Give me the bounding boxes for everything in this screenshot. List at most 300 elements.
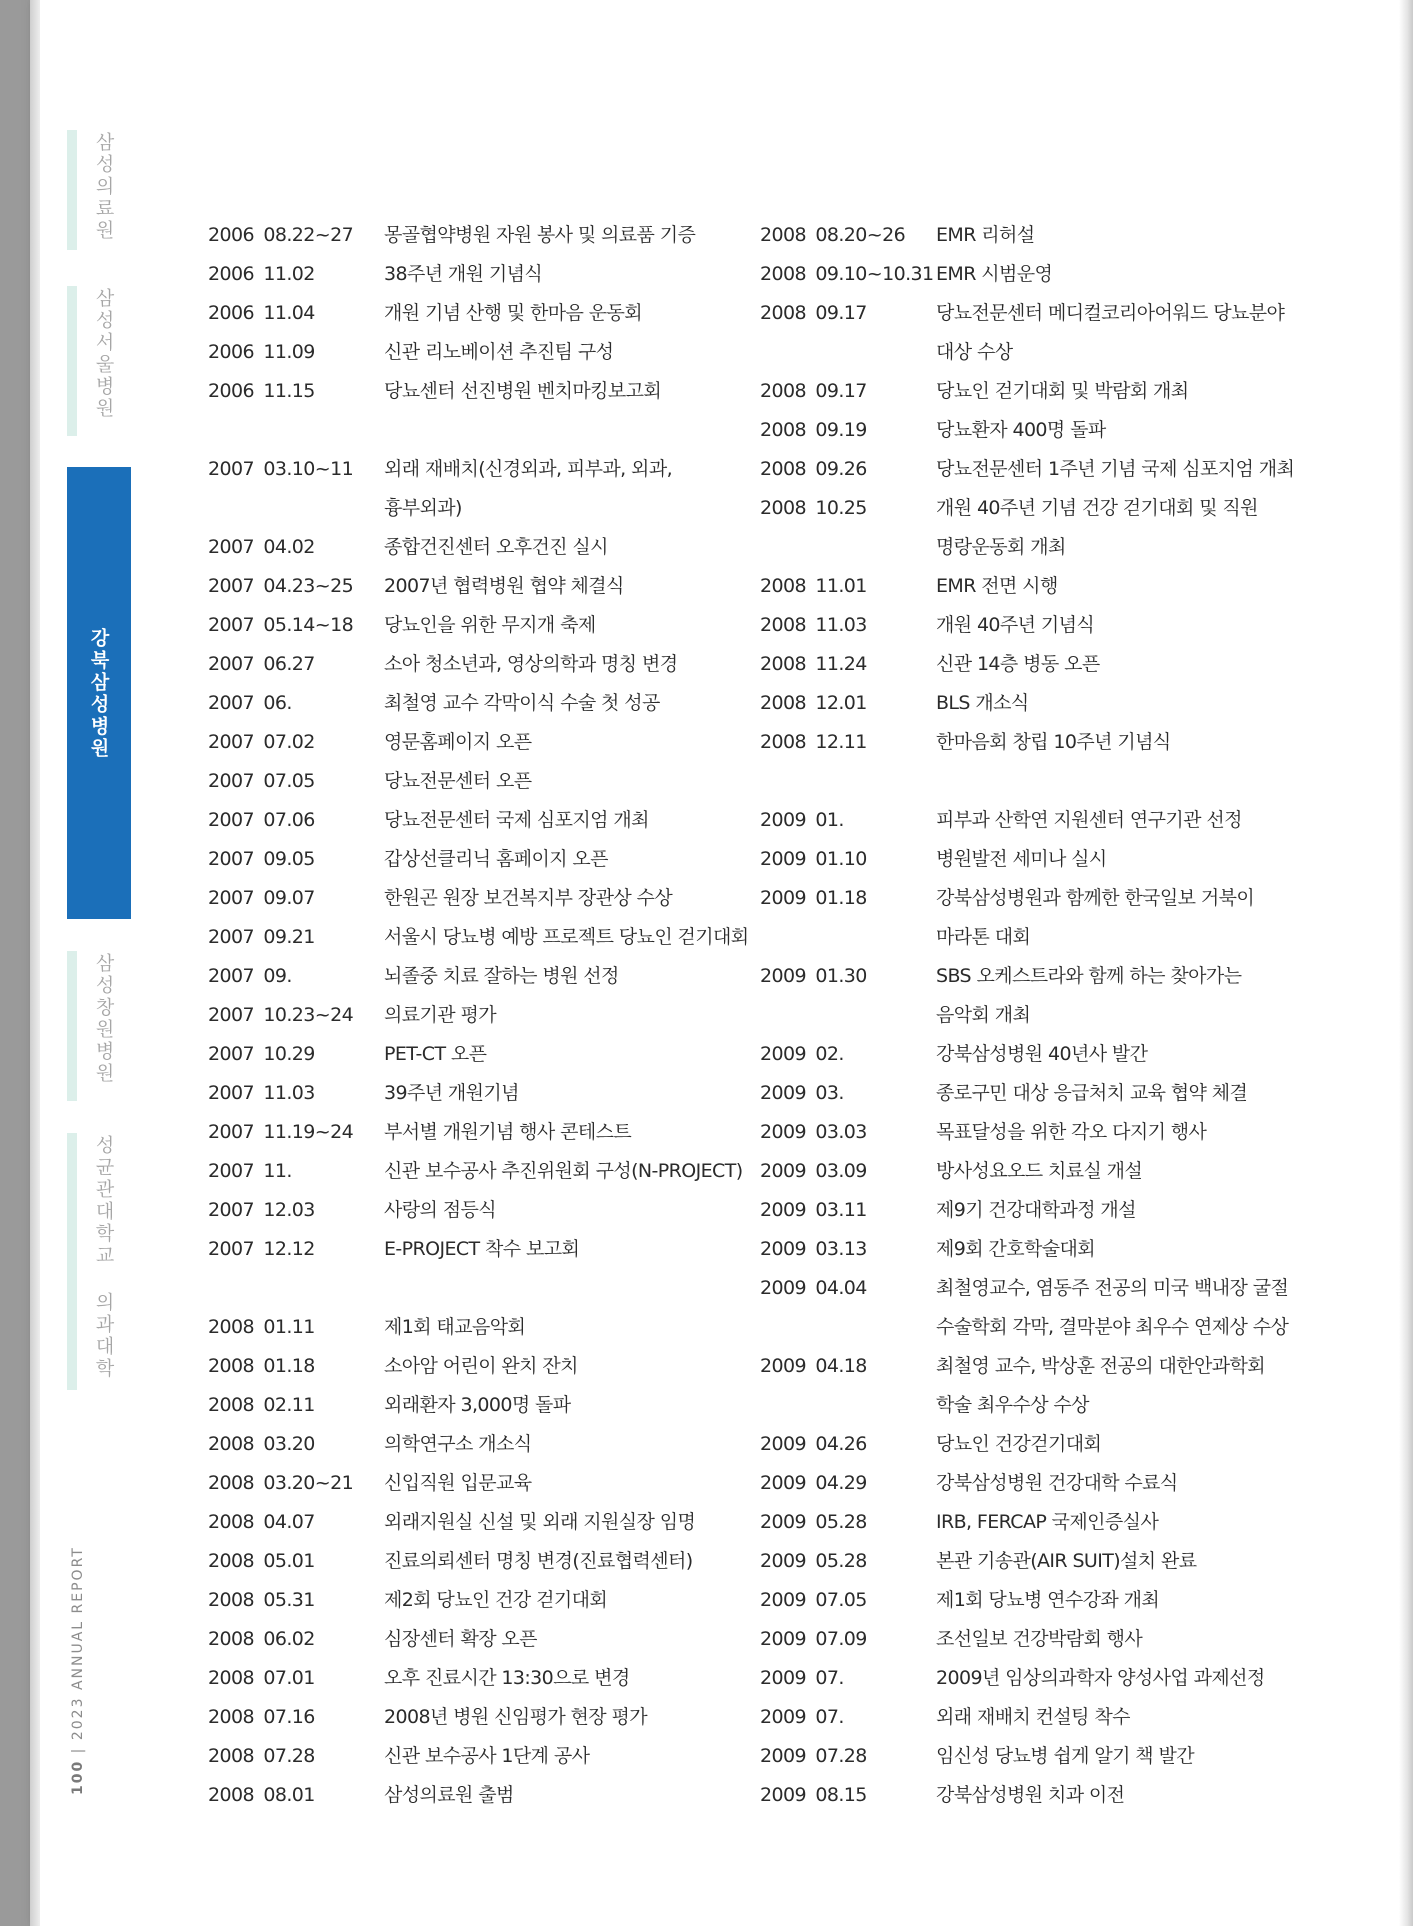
entry-description	[384, 1542, 748, 1581]
entry-date: 2007 10.29	[208, 1043, 315, 1065]
sidebar-tab-samsung-medical-center[interactable]	[67, 130, 131, 250]
entry-description	[936, 1503, 1360, 1542]
entry-description	[384, 645, 748, 684]
entry-description	[936, 684, 1360, 723]
entry-date: 2006 11.04	[208, 302, 315, 324]
entry-date: 2009 01.10	[760, 848, 867, 870]
sidebar-tab-label: 삼성서울병원	[92, 288, 115, 420]
entry-description-line: 당뇨전문센터 오픈	[384, 770, 532, 792]
entry-date: 2009 03.03	[760, 1121, 867, 1143]
entry-description	[936, 1737, 1360, 1776]
timeline-entry	[208, 1581, 748, 1620]
entry-date: 2007 07.06	[208, 809, 315, 831]
entry-description	[936, 801, 1360, 840]
entry-description-line: 강북삼성병원과 함께한 한국일보 거북이	[936, 887, 1255, 909]
entry-date: 2009 04.29	[760, 1472, 867, 1494]
entry-description-line: 당뇨인 걷기대회 및 박람회 개최	[936, 380, 1189, 402]
entry-description-line: 종합건진센터 오후건진 실시	[384, 536, 608, 558]
entry-description	[384, 1503, 748, 1542]
entry-description-line: 2007년 협력병원 협약 체결식	[384, 575, 624, 597]
entry-description	[936, 372, 1360, 411]
entry-description-line: 2008년 병원 신임평가 현장 평가	[384, 1706, 648, 1728]
entry-date: 2007 11.19~24	[208, 1121, 354, 1143]
timeline-entry	[760, 957, 1360, 1035]
entry-description	[936, 1113, 1360, 1152]
entry-description-line: 외래지원실 신설 및 외래 지원실장 임명	[384, 1511, 696, 1533]
timeline-entry	[208, 1542, 748, 1581]
timeline-entry	[208, 372, 748, 411]
timeline-entry	[208, 1113, 748, 1152]
entry-date: 2008 07.16	[208, 1706, 315, 1728]
timeline-entry	[208, 1152, 748, 1191]
timeline-entry	[760, 1074, 1360, 1113]
timeline-entry	[208, 294, 748, 333]
entry-description-line: 갑상선클리닉 홈페이지 오픈	[384, 848, 608, 870]
timeline-entry	[760, 879, 1360, 957]
report-title: 2023 ANNUAL REPORT	[70, 1546, 86, 1741]
entry-description-line: 대상 수상	[936, 341, 1013, 363]
entry-date: 2007 11.	[208, 1160, 292, 1182]
entry-description	[384, 255, 748, 294]
entry-date: 2008 03.20	[208, 1433, 315, 1455]
entry-description-line: 강북삼성병원 치과 이전	[936, 1784, 1125, 1806]
entry-description-line: 한원곤 원장 보건복지부 장관상 수상	[384, 887, 673, 909]
timeline-entry	[208, 216, 748, 255]
timeline-entry	[760, 411, 1360, 450]
timeline-entry	[760, 1347, 1360, 1425]
entry-date: 2008 08.20~26	[760, 224, 906, 246]
entry-date: 2007 09.	[208, 965, 292, 987]
entry-description-line: PET-CT 오픈	[384, 1043, 487, 1065]
entry-description-line: 강북삼성병원 건강대학 수료식	[936, 1472, 1178, 1494]
entry-date: 2007 06.27	[208, 653, 315, 675]
entry-description	[936, 1425, 1360, 1464]
sidebar-tab-samsung-seoul-hospital[interactable]	[67, 286, 131, 436]
entry-description	[936, 1230, 1360, 1269]
entry-description-line: 사랑의 점등식	[384, 1199, 496, 1221]
entry-description	[936, 1464, 1360, 1503]
entry-description	[384, 1776, 748, 1815]
entry-description	[384, 606, 748, 645]
entry-description	[936, 489, 1360, 567]
entry-description	[384, 1347, 748, 1386]
timeline-entry	[760, 216, 1360, 255]
entry-description	[936, 645, 1360, 684]
timeline-entry	[208, 684, 748, 723]
entry-date: 2009 01.	[760, 809, 844, 831]
entry-description-line: 본관 기송관(AIR SUIT)설치 완료	[936, 1550, 1197, 1572]
timeline-entry	[208, 606, 748, 645]
timeline-entry	[208, 1659, 748, 1698]
timeline-entry	[760, 1230, 1360, 1269]
entry-description	[384, 801, 748, 840]
entry-description-line: 39주년 개원기념	[384, 1082, 519, 1104]
entry-date: 2006 11.15	[208, 380, 315, 402]
entry-description-line: BLS 개소식	[936, 692, 1029, 714]
entry-description-line: 임신성 당뇨병 쉽게 알기 책 발간	[936, 1745, 1195, 1767]
entry-date: 2009 04.26	[760, 1433, 867, 1455]
entry-description-line: 최철영 교수, 박상훈 전공의 대한안과학회	[936, 1355, 1266, 1377]
timeline-entry	[760, 1152, 1360, 1191]
entry-description-line: 외래 재배치(신경외과, 피부과, 외과,	[384, 458, 673, 480]
timeline-entry	[208, 957, 748, 996]
timeline-entry	[208, 1503, 748, 1542]
entry-date: 2008 12.01	[760, 692, 867, 714]
timeline-entry	[760, 1620, 1360, 1659]
entry-date: 2009 02.	[760, 1043, 844, 1065]
entry-description-line: SBS 오케스트라와 함께 하는 찾아가는	[936, 965, 1242, 987]
timeline-entry	[208, 1308, 748, 1347]
timeline-entry	[760, 1191, 1360, 1230]
entry-description	[384, 1659, 748, 1698]
entry-description-line: 학술 최우수상 수상	[936, 1394, 1089, 1416]
timeline-entry	[208, 762, 748, 801]
entry-description	[384, 294, 748, 333]
entry-description-line: 의학연구소 개소식	[384, 1433, 532, 1455]
entry-description	[384, 528, 748, 567]
entry-description-line: 제1회 태교음악회	[384, 1316, 526, 1338]
entry-description-line: 제1회 당뇨병 연수강좌 개최	[936, 1589, 1160, 1611]
entry-date: 2007 09.07	[208, 887, 315, 909]
entry-date: 2008 09.17	[760, 302, 867, 324]
entry-description	[384, 1737, 748, 1776]
entry-date: 2007 11.03	[208, 1082, 315, 1104]
entry-description	[384, 1425, 748, 1464]
timeline-entry	[208, 840, 748, 879]
entry-description	[936, 1152, 1360, 1191]
sidebar-tab-label: 성균관대학교 의과대학	[92, 1135, 115, 1380]
timeline-gap	[208, 411, 748, 450]
entry-date: 2007 07.02	[208, 731, 315, 753]
entry-description	[384, 1113, 748, 1152]
entry-description-line: 당뇨센터 선진병원 벤치마킹보고회	[384, 380, 662, 402]
entry-date: 2008 01.18	[208, 1355, 315, 1377]
entry-description-line: 38주년 개원 기념식	[384, 263, 543, 285]
sidebar-tab-label: 삼성의료원	[92, 132, 115, 242]
entry-date: 2008 02.11	[208, 1394, 315, 1416]
entry-description-line: 당뇨전문센터 메디컬코리아어워드 당뇨분야	[936, 302, 1285, 324]
timeline-entry	[760, 1113, 1360, 1152]
timeline-entry	[760, 1035, 1360, 1074]
entry-description	[384, 762, 748, 801]
entry-date: 2009 07.28	[760, 1745, 867, 1767]
entry-description-line: 최철영 교수 각막이식 수술 첫 성공	[384, 692, 660, 714]
entry-description	[384, 918, 749, 957]
entry-description	[936, 1659, 1360, 1698]
timeline-entry	[208, 1776, 748, 1815]
entry-date: 2009 08.15	[760, 1784, 867, 1806]
entry-date: 2009 05.28	[760, 1550, 867, 1572]
entry-date: 2009 07.09	[760, 1628, 867, 1650]
entry-description	[384, 1308, 748, 1347]
entry-description-line: 최철영교수, 염동주 전공의 미국 백내장 굴절	[936, 1277, 1289, 1299]
entry-date: 2008 07.28	[208, 1745, 315, 1767]
timeline-entry	[208, 723, 748, 762]
entry-description-line: 신관 보수공사 1단계 공사	[384, 1745, 590, 1767]
entry-date: 2008 08.01	[208, 1784, 315, 1806]
entry-date: 2009 07.	[760, 1667, 844, 1689]
entry-date: 2007 06.	[208, 692, 292, 714]
entry-date: 2007 10.23~24	[208, 1004, 354, 1026]
timeline-entry	[760, 1581, 1360, 1620]
entry-description	[936, 567, 1360, 606]
entry-description-line: E-PROJECT 착수 보고회	[384, 1238, 580, 1260]
entry-description	[936, 1776, 1360, 1815]
entry-date: 2009 05.28	[760, 1511, 867, 1533]
entry-description-line: 신입직원 입문교육	[384, 1472, 532, 1494]
entry-date: 2009 03.	[760, 1082, 844, 1104]
entry-date: 2008 03.20~21	[208, 1472, 354, 1494]
timeline-entry	[208, 450, 748, 528]
entry-date: 2006 08.22~27	[208, 224, 354, 246]
entry-description-line: 신관 리노베이션 추진팀 구성	[384, 341, 614, 363]
entry-date: 2008 09.19	[760, 419, 867, 441]
entry-description-line: 당뇨환자 400명 돌파	[936, 419, 1106, 441]
entry-description-line: 병원발전 세미나 실시	[936, 848, 1107, 870]
entry-date: 2007 09.21	[208, 926, 315, 948]
timeline-entry	[760, 1659, 1360, 1698]
timeline-entry	[208, 567, 748, 606]
entry-description	[384, 840, 748, 879]
entry-date: 2008 07.01	[208, 1667, 315, 1689]
timeline-entry	[208, 255, 748, 294]
entry-description-line: 당뇨전문센터 국제 심포지엄 개최	[384, 809, 649, 831]
timeline-gap	[208, 1269, 748, 1308]
entry-date: 2009 07.05	[760, 1589, 867, 1611]
entry-date: 2007 07.05	[208, 770, 315, 792]
entry-description	[384, 684, 748, 723]
entry-date: 2008 06.02	[208, 1628, 315, 1650]
sidebar-tab-label: 강북삼성병원	[87, 628, 110, 760]
timeline-entry	[760, 489, 1360, 567]
timeline-entry	[208, 1074, 748, 1113]
entry-description-line: 제9회 간호학술대회	[936, 1238, 1095, 1260]
entry-description-line: IRB, FERCAP 국제인증실사	[936, 1511, 1159, 1533]
entry-description-line: 조선일보 건강박람회 행사	[936, 1628, 1143, 1650]
entry-date: 2008 11.01	[760, 575, 867, 597]
entry-date: 2008 01.11	[208, 1316, 315, 1338]
entry-description-line: 마라톤 대회	[936, 926, 1031, 948]
entry-description	[936, 1347, 1360, 1425]
entry-description	[384, 1620, 748, 1659]
entry-date: 2008 10.25	[760, 497, 867, 519]
entry-description-line: 심장센터 확장 오픈	[384, 1628, 537, 1650]
entry-description-line: 신관 보수공사 추진위원회 구성(N-PROJECT)	[384, 1160, 743, 1182]
timeline-entry	[760, 1542, 1360, 1581]
entry-description	[936, 1074, 1360, 1113]
entry-description	[384, 333, 748, 372]
entry-date: 2009 03.11	[760, 1199, 867, 1221]
entry-description	[936, 1620, 1360, 1659]
timeline-entry	[760, 645, 1360, 684]
entry-description-line: 신관 14층 병동 오픈	[936, 653, 1100, 675]
entry-date: 2007 12.12	[208, 1238, 315, 1260]
entry-description-line: 제2회 당뇨인 건강 걷기대회	[384, 1589, 608, 1611]
entry-description	[384, 1581, 748, 1620]
timeline-entry	[208, 996, 748, 1035]
timeline-entry	[208, 528, 748, 567]
timeline-entry	[760, 684, 1360, 723]
timeline-entry	[208, 918, 748, 957]
timeline-entry	[208, 1347, 748, 1386]
entry-description	[384, 957, 748, 996]
entry-description	[384, 216, 748, 255]
entry-date: 2008 09.10~10.31	[760, 263, 934, 285]
entry-date: 2008 09.17	[760, 380, 867, 402]
entry-description	[384, 1386, 748, 1425]
entry-description-line: 피부과 산학연 지원센터 연구기관 선정	[936, 809, 1242, 831]
entry-description-line: 명랑운동회 개최	[936, 536, 1066, 558]
timeline-entry	[760, 372, 1360, 411]
timeline-entry	[208, 801, 748, 840]
entry-description	[384, 1698, 748, 1737]
entry-description	[936, 1698, 1360, 1737]
entry-date: 2007 04.02	[208, 536, 315, 558]
entry-description	[936, 840, 1360, 879]
footer-separator: |	[70, 1746, 86, 1754]
entry-description-line: 개원 40주년 기념 건강 걷기대회 및 직원	[936, 497, 1258, 519]
entry-description	[384, 450, 748, 528]
timeline-entry	[760, 1737, 1360, 1776]
timeline-entry	[208, 879, 748, 918]
timeline-entry	[760, 567, 1360, 606]
entry-description	[936, 1035, 1360, 1074]
timeline-entry	[208, 1620, 748, 1659]
entry-description-line: 소아 청소년과, 영상의학과 명칭 변경	[384, 653, 678, 675]
entry-description-line: EMR 전면 시행	[936, 575, 1058, 597]
timeline-column-right	[760, 216, 1360, 1815]
timeline-entry	[760, 255, 1360, 294]
entry-description	[936, 957, 1360, 1035]
entry-description-line: 부서별 개원기념 행사 콘테스트	[384, 1121, 632, 1143]
timeline-entry	[208, 1386, 748, 1425]
entry-description	[384, 1074, 748, 1113]
timeline-entry	[208, 1230, 748, 1269]
entry-description-line: EMR 시범운영	[936, 263, 1053, 285]
entry-date: 2007 05.14~18	[208, 614, 354, 636]
entry-description-line: 진료의뢰센터 명칭 변경(진료협력센터)	[384, 1550, 693, 1572]
entry-description-line: 제9기 건강대학과정 개설	[936, 1199, 1136, 1221]
entry-date: 2009 01.30	[760, 965, 867, 987]
timeline-entry	[760, 723, 1360, 762]
timeline-entry	[208, 1191, 748, 1230]
timeline-entry	[760, 840, 1360, 879]
entry-description-line: 영문홈페이지 오픈	[384, 731, 532, 753]
entry-description-line: 2009년 임상의과학자 양성사업 과제선정	[936, 1667, 1265, 1689]
entry-description-line: 한마음회 창립 10주년 기념식	[936, 731, 1171, 753]
entry-description-line: 음악회 개최	[936, 1004, 1031, 1026]
entry-description	[936, 606, 1360, 645]
entry-description	[936, 723, 1360, 762]
entry-description-line: 삼성의료원 출범	[384, 1784, 514, 1806]
entry-date: 2009 04.18	[760, 1355, 867, 1377]
entry-description	[936, 1191, 1360, 1230]
entry-description-line: 의료기관 평가	[384, 1004, 496, 1026]
timeline-entry	[760, 1464, 1360, 1503]
entry-description	[936, 1542, 1360, 1581]
entry-description	[384, 1230, 748, 1269]
entry-description-line: 방사성요오드 치료실 개설	[936, 1160, 1143, 1182]
entry-description	[936, 1581, 1360, 1620]
entry-description	[936, 450, 1360, 489]
entry-date: 2008 11.24	[760, 653, 867, 675]
entry-date: 2009 01.18	[760, 887, 867, 909]
entry-description-line: 강북삼성병원 40년사 발간	[936, 1043, 1148, 1065]
entry-description-line: 당뇨전문센터 1주년 기념 국제 심포지엄 개최	[936, 458, 1295, 480]
entry-description-line: 서울시 당뇨병 예방 프로젝트 당뇨인 걷기대회	[384, 926, 749, 948]
entry-description	[936, 1269, 1360, 1347]
entry-date: 2007 09.05	[208, 848, 315, 870]
entry-description	[384, 879, 748, 918]
entry-date: 2006 11.09	[208, 341, 315, 363]
entry-description	[936, 411, 1360, 450]
sidebar-tab-kangbuk-samsung-hospital[interactable]	[67, 467, 131, 919]
entry-description-line: 목표달성을 위한 각오 다지기 행사	[936, 1121, 1207, 1143]
timeline-entry	[760, 1269, 1360, 1347]
entry-description-line: 소아암 어린이 완치 잔치	[384, 1355, 578, 1377]
entry-date: 2009 03.09	[760, 1160, 867, 1182]
page-edge	[1399, 0, 1413, 1926]
entry-description	[936, 216, 1360, 255]
entry-date: 2009 04.04	[760, 1277, 867, 1299]
entry-date: 2006 11.02	[208, 263, 315, 285]
entry-description	[384, 567, 748, 606]
timeline-entry	[760, 1425, 1360, 1464]
entry-description-line: 흉부외과)	[384, 497, 462, 519]
timeline-entry	[760, 450, 1360, 489]
sidebar-tab-skku-medical-school[interactable]	[67, 1133, 131, 1390]
timeline-entry	[760, 801, 1360, 840]
entry-date: 2009 03.13	[760, 1238, 867, 1260]
entry-date: 2007 12.03	[208, 1199, 315, 1221]
entry-description	[936, 879, 1360, 957]
entry-description-line: 오후 진료시간 13:30으로 변경	[384, 1667, 630, 1689]
timeline-entry	[208, 1425, 748, 1464]
entry-description	[936, 255, 1360, 294]
entry-description-line: 개원 40주년 기념식	[936, 614, 1095, 636]
sidebar-tab-samsung-changwon-hospital[interactable]	[67, 951, 131, 1101]
entry-description-line: 외래환자 3,000명 돌파	[384, 1394, 571, 1416]
entry-date: 2007 03.10~11	[208, 458, 354, 480]
entry-description	[384, 1035, 748, 1074]
entry-date: 2008 11.03	[760, 614, 867, 636]
entry-date: 2009 07.	[760, 1706, 844, 1728]
entry-description-line: 당뇨인을 위한 무지개 축제	[384, 614, 596, 636]
entry-description	[384, 1152, 748, 1191]
timeline-entry	[208, 333, 748, 372]
entry-date: 2008 05.31	[208, 1589, 315, 1611]
entry-description-line: 뇌졸중 치료 잘하는 병원 선정	[384, 965, 619, 987]
entry-date: 2008 12.11	[760, 731, 867, 753]
timeline-entry	[208, 645, 748, 684]
entry-description-line: 몽골협약병원 자원 봉사 및 의료품 기증	[384, 224, 696, 246]
entry-description	[936, 294, 1360, 372]
timeline-entry	[760, 606, 1360, 645]
timeline-entry	[208, 1464, 748, 1503]
timeline-entry	[208, 1737, 748, 1776]
entry-description-line: EMR 리허설	[936, 224, 1035, 246]
page-number: 100	[70, 1759, 86, 1795]
entry-description	[384, 372, 748, 411]
entry-description	[384, 1464, 748, 1503]
entry-description-line: 개원 기념 산행 및 한마음 운동회	[384, 302, 643, 324]
timeline-entry	[208, 1698, 748, 1737]
entry-date: 2008 05.01	[208, 1550, 315, 1572]
entry-date: 2007 04.23~25	[208, 575, 354, 597]
timeline-gap	[760, 762, 1360, 801]
timeline-entry	[208, 1035, 748, 1074]
timeline-entry	[760, 1698, 1360, 1737]
